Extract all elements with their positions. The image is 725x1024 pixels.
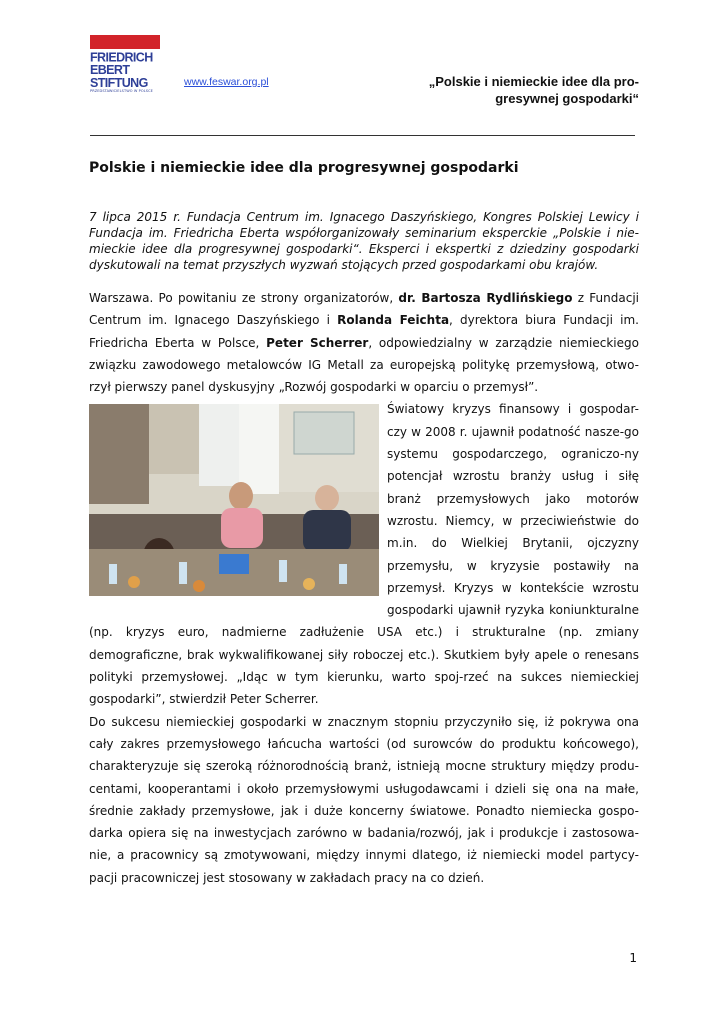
- article-title: Polskie i niemieckie idee dla progresywnej gospodarki: [89, 160, 519, 176]
- page-number: 1: [629, 951, 637, 965]
- running-title: „Polskie i niemieckie idee dla pro-gresywnej gospodarki“: [428, 74, 639, 106]
- speaker-scherrer: Peter Scherrer: [266, 335, 369, 350]
- logo-red-bar: [90, 35, 160, 49]
- paragraph-2: Światowy kryzys finansowy i gospodar-czy w 2008 r. ujawnił podatność nasze-go systemu gospodarczego, ograniczo-ny potencjał wzrostu branży usług i siłę branż przemysłowych jako motorów wzrostu. Niemcy, w przeciwieństwie do m.in. do Wielkiej Brytanii, ojczyzny przemysłu, w kryzysie postawiły na przemysł. Kryzys w kontekście wzrostu gospodarki ujawnił ryzyka koniunkturalne (np. kryzys euro, nadmierne zadłużenie USA etc.) i strukturalne (np. zmiany demograficzne, brak wykwalifikowanej siły roboczej etc.). Skutkiem były apele o renesans polityki przemysłowej. „Idąc w tym kierunku, warto spoj-rzeć na sukces niemieckiej gospodarki”, stwierdził Peter Scherrer.: [89, 402, 639, 707]
- speaker-rydlinski: dr. Bartosza Rydlińskiego: [398, 291, 573, 305]
- paragraph-1: Warszawa. Po powitaniu ze strony organizatorów, dr. Bartosza Rydlińskiego z Fundacji Centrum im. Ignacego Daszyńskiego i Rolanda Feichta, dyrektora biura Fundacji im. Friedricha Eberta w Polsce, Peter Scherrer, odpowiedzialny w zarządzie niemieckiego związku zawodowego metalowców IG Metall za europejską politykę przemysłową, otwo-rzył pierwszy panel dyskusyjny „Rozwój gospodarki w oparciu o przemysł”.: [89, 291, 640, 395]
- article-lead: 7 lipca 2015 r. Fundacja Centrum im. Ignacego Daszyńskiego, Kongres Polskiej Lewicy i Fundacja im. Friedricha Eberta współorganizowały seminarium eksperckie „Polskie i nie-mieckie idee dla progresywnej gospodarki“. Eksperci i ekspertki z dziedziny gospodarki dyskutowali na temat przyszłych wyzwań stojących przed gospodarkami obu krajów.: [89, 210, 639, 272]
- website-link[interactable]: www.feswar.org.pl: [184, 76, 269, 88]
- seminar-photo: [89, 404, 379, 596]
- article-body: [89, 287, 639, 889]
- speaker-feicht: Rolanda Feichta: [337, 313, 450, 328]
- seminar-photo-image: [89, 404, 379, 596]
- logo-subtitle: PRZEDSTAWICIELSTWO W POLSCE: [90, 89, 153, 93]
- fes-logo: [90, 35, 160, 99]
- paragraph-3: Do sukcesu niemieckiej gospodarki w znacznym stopniu przyczyniło się, iż pokrywa ona cały zakres przemysłowego łańcucha wartości (od surowców do produktu końcowego), charakteryzuje się szeroką różnorodnością branż, istnieją mocne struktury między produ-centami, kooperantami i około przemysłowymi usługodawcami i dzieli się ona na małe, średnie zakłady przemysłowe, jak i duże koncerny światowe. Ponadto niemiecka gospo-darka opiera się na inwestycjach zarówno w badania/rozwój, jak i produkcje i zastosowa-nie, a pracownicy są zmotywowani, między innymi dlatego, iż niemiecki model partycy-pacji pracowniczej jest stosowany w zakładach pracy na co dzień.: [89, 714, 639, 885]
- logo-text: FRIEDRICH EBERT STIFTUNG: [90, 50, 153, 90]
- header-divider: [90, 135, 635, 136]
